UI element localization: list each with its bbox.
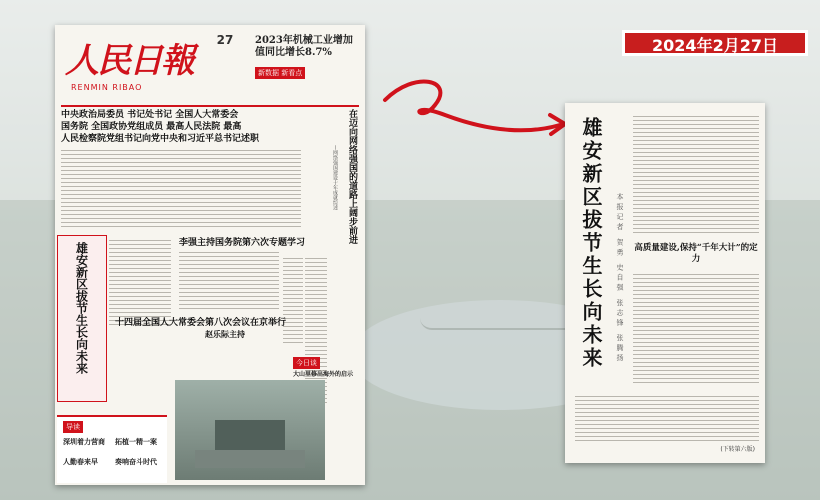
xiongan-box-title: 雄安新区拔节生长向未来 <box>74 242 89 374</box>
enlarged-article-clip <box>565 103 765 463</box>
issue-date-block <box>205 33 245 103</box>
section-tag: 今日谈 <box>293 357 320 369</box>
masthead-title: 人民日報 <box>65 41 193 81</box>
masthead-pinyin: RENMIN RIBAO <box>71 83 143 92</box>
masthead-rule <box>61 105 359 107</box>
headline-npc-sub: 赵乐际主持 <box>205 329 245 339</box>
guide-line: 深圳着力营商 <box>63 438 105 446</box>
xiongan-story-box <box>57 235 107 402</box>
clip-subheading: 高质量建设,保持“千年大计”的定力 <box>634 243 758 264</box>
date-stamp: 2024年2月27日 <box>622 30 808 56</box>
clip-title: 雄安新区拔节生长向未来 <box>579 117 603 370</box>
clip-continuation-note: (下转第六版) <box>720 446 755 453</box>
clip-authors: 本报记者 贺勇 史自强 张志锋 张腾扬 <box>616 193 624 364</box>
zoom-arrow-icon <box>375 60 575 160</box>
lead-headline-line: 国务院 全国政协党组成员 最高人民法院 最高 <box>61 122 242 132</box>
section-headline: 大山里修出海外的启示 <box>293 371 354 378</box>
body-text <box>179 249 279 309</box>
vertical-subheadline: —网络强国建设十年成就综述 <box>332 145 338 210</box>
issue-day: 27 <box>216 33 234 47</box>
guide-line: 拓植一精一案 <box>115 438 157 446</box>
body-text <box>61 147 301 227</box>
clip-body-text <box>575 393 759 443</box>
lead-headline-line: 人民检察院党组书记向党中央和习近平总书记述职 <box>61 134 260 144</box>
guide-tag: 导读 <box>63 421 83 433</box>
guide-line: 人勤春来早 <box>63 458 98 466</box>
body-text <box>109 237 171 327</box>
body-text <box>283 255 303 345</box>
headline-premier-study: 李强主持国务院第六次专题学习 <box>179 238 306 248</box>
lead-headline-line: 中央政治局委员 书记处书记 全国人大常委会 <box>61 110 239 120</box>
headline-npc-session: 十四届全国人大常委会第八次会议在京举行 <box>115 318 287 328</box>
top-headline: 2023年机械工业增加值同比增长8.7% <box>255 35 353 58</box>
vertical-headline: 在迈向网络强国的道路上阔步前进 <box>347 109 357 244</box>
masthead <box>61 31 211 103</box>
guide-line: 奏响奋斗时代 <box>115 458 157 466</box>
top-tag: 新数据 新看点 <box>255 67 305 79</box>
newspaper-front-page <box>55 25 365 485</box>
clip-body-text <box>633 271 759 386</box>
front-page-photo <box>175 380 325 480</box>
clip-body-text <box>633 113 759 233</box>
